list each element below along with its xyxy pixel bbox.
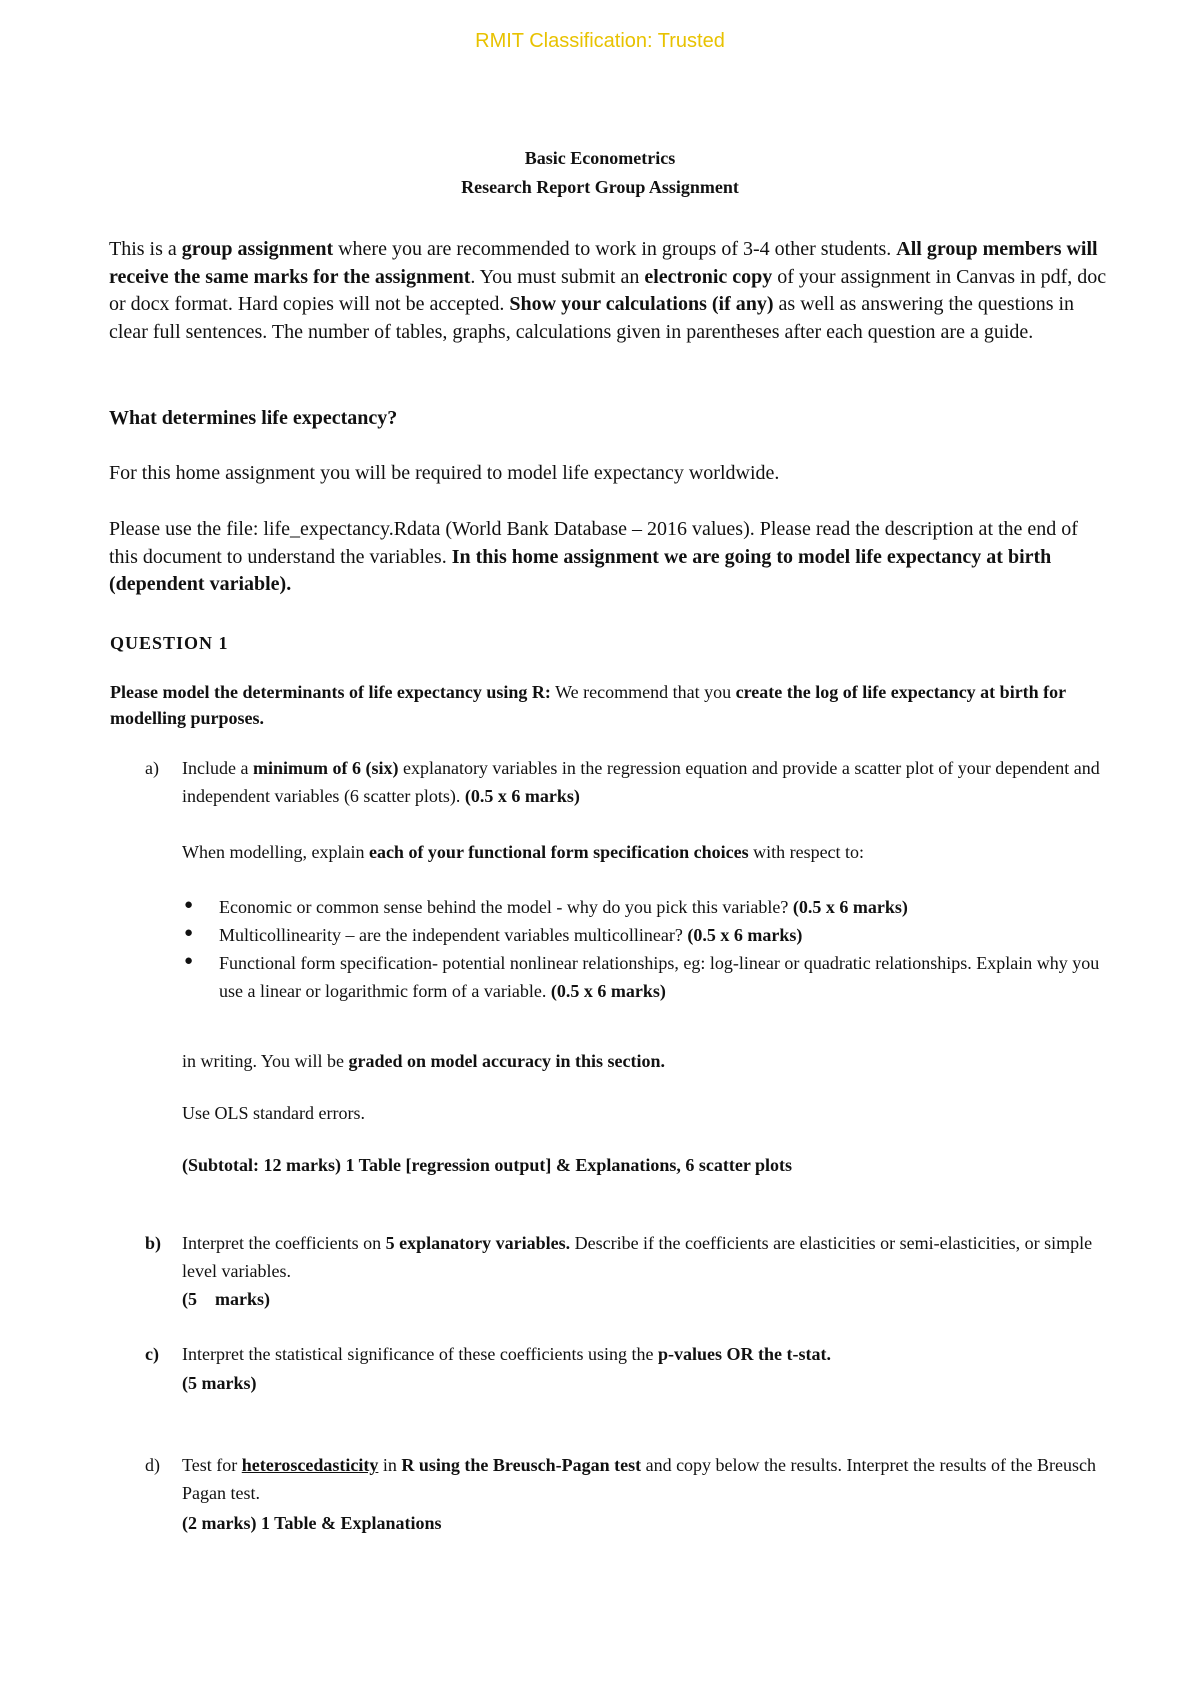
part-c-marks: (5 marks)	[182, 1373, 257, 1393]
file-paragraph: Please use the file: life_expectancy.Rdata (World Bank Database – 2016 values). Please read the description at the end of this document to understand the variables. In this home assignment we are going to model life expectancy at birth (dependent variable).	[109, 518, 1078, 595]
part-b-label: b)	[145, 1233, 162, 1253]
bullet-dot-icon: ●	[184, 897, 194, 913]
section-heading: What determines life expectancy?	[109, 407, 398, 429]
document-subtitle: Research Report Group Assignment	[461, 177, 739, 197]
part-d-label: d)	[145, 1455, 160, 1475]
part-c-text: Interpret the statistical significance of these coefficients using the p-values OR the t-stat.	[182, 1344, 831, 1364]
part-d-marks: (2 marks) 1 Table & Explanations	[182, 1513, 442, 1533]
bullet-item-multicollinearity: Multicollinearity – are the independent variables multicollinear? (0.5 x 6 marks)	[219, 925, 803, 945]
part-a-label: a)	[145, 758, 159, 778]
bullet-dot-icon: ●	[184, 925, 194, 941]
bullet-dot-icon: ●	[184, 953, 194, 969]
document-title: Basic Econometrics	[524, 148, 676, 168]
part-c-label: c)	[145, 1344, 159, 1364]
part-b-marks: (5 marks)	[182, 1289, 270, 1309]
classification-header: RMIT Classification: Trusted	[475, 30, 725, 52]
model-paragraph: For this home assignment you will be required to model life expectancy worldwide.	[109, 462, 780, 484]
part-a-text: Include a minimum of 6 (six) explanatory variables in the regression equation and provide a scatter plot of your dependent and independent variables (6 scatter plots). (0.5 x 6 marks)	[182, 758, 1100, 806]
part-a-subtotal: (Subtotal: 12 marks) 1 Table [regression output] & Explanations, 6 scatter plots	[182, 1155, 793, 1175]
part-a-explain: When modelling, explain each of your functional form specification choices with respect to:	[182, 842, 865, 862]
bullet-item-economic: Economic or common sense behind the model - why do you pick this variable? (0.5 x 6 marks)	[219, 897, 908, 917]
question-1-heading: QUESTION 1	[110, 633, 229, 653]
part-a-writing: in writing. You will be graded on model accuracy in this section.	[182, 1051, 666, 1071]
intro-paragraph: This is a group assignment where you are recommended to work in groups of 3-4 other students. All group members will receive the same marks for the assignment. You must submit an electronic copy of your assignment in Canvas in pdf, doc or docx format. Hard copies will not be accepted. Show your calculations (if any) as well as answering the questions in clear full sentences. The number of tables, graphs, calculations given in parentheses after each question are a guide.	[109, 238, 1107, 343]
part-a-ols: Use OLS standard errors.	[182, 1103, 365, 1123]
part-d-text: Test for heteroscedasticity in R using the Breusch-Pagan test and copy below the results. Interpret the results of the Breusch Pagan test.	[182, 1455, 1096, 1503]
part-b-text: Interpret the coefficients on 5 explanatory variables. Describe if the coefficients are elasticities or semi-elasticities, or simple level variables.	[182, 1233, 1093, 1281]
question-1-intro: Please model the determinants of life expectancy using R: We recommend that you create the log of life expectancy at birth for modelling purposes.	[110, 682, 1066, 728]
bullet-item-functional-form: Functional form specification- potential nonlinear relationships, eg: log-linear or quadratic relationships. Explain why you use a linear or logarithmic form of a variable. (0.5 x 6 marks)	[219, 953, 1100, 1001]
